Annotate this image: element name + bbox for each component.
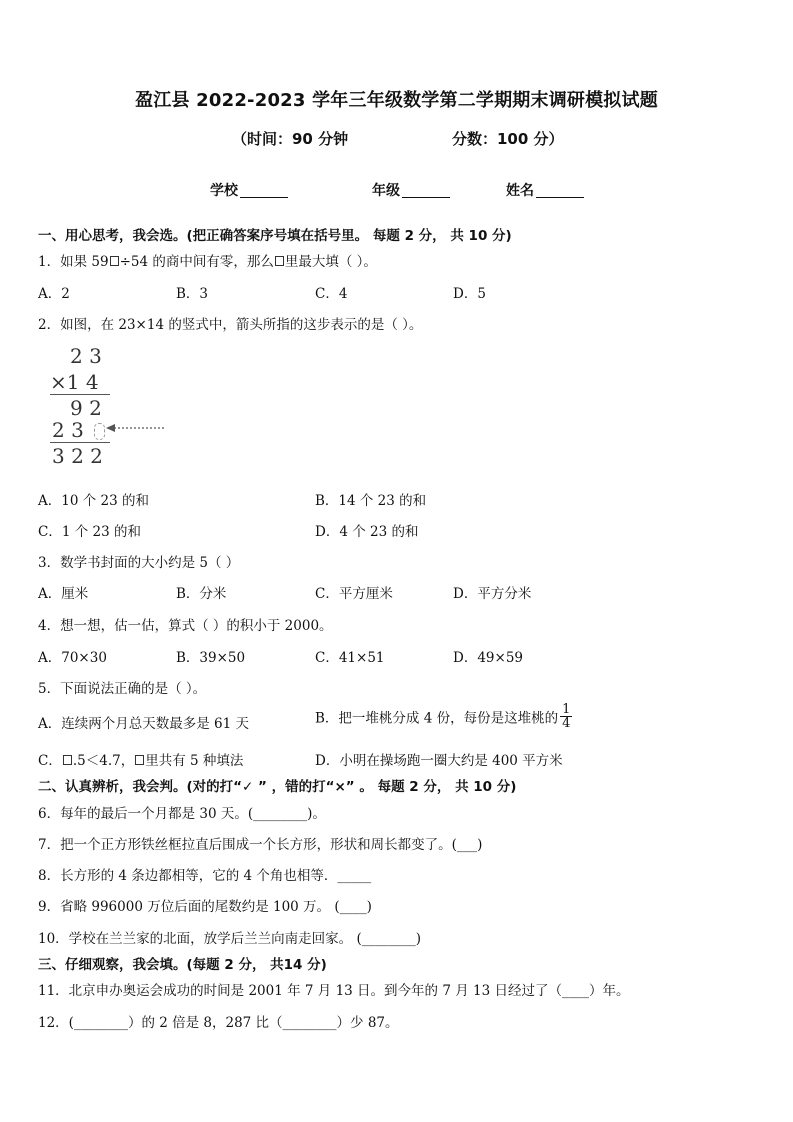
q4-option-a[interactable]: A．70×30 — [38, 650, 107, 666]
grade-blank[interactable] — [402, 183, 450, 198]
q1-text-c: 里最大填（ ）。 — [284, 254, 377, 270]
placeholder-zero-icon — [94, 423, 105, 440]
fraction-numerator: 1 — [562, 702, 571, 717]
exam-time: （时间：90 分钟 — [232, 130, 349, 148]
q2-option-b[interactable]: B．14 个 23 的和 — [315, 493, 427, 509]
grade-label: 年级 — [372, 183, 400, 199]
divider-line — [50, 394, 110, 395]
q5-option-c-mid: .5＜4.7， — [72, 753, 135, 769]
q5-option-a[interactable]: A．连续两个月总天数最多是 61 天 — [38, 716, 250, 732]
q3-option-c[interactable]: C．平方厘米 — [315, 586, 393, 602]
question-2: 2．如图，在 23×14 的竖式中，箭头所指的这步表示的是（ ）。 — [38, 317, 423, 333]
question-11: 11．北京申办奥运会成功的时间是 2001 年 7 月 13 日。到今年的 7 月 13 日经过了（____）年。 — [38, 983, 630, 999]
figure-row-3: 9 2 — [70, 396, 102, 420]
q2-option-c[interactable]: C．1 个 23 的和 — [38, 524, 141, 540]
figure-row-4: 2 3 — [52, 418, 84, 442]
name-field — [506, 180, 584, 200]
q5-option-c[interactable] — [38, 749, 243, 769]
question-8: 8．长方形的 4 条边都相等，它的 4 个角也相等．_____ — [38, 868, 372, 884]
q2-option-d[interactable]: D．4 个 23 的和 — [315, 524, 419, 540]
question-9: 9．省略 996000 万位后面的尾数约是 100 万。 (____) — [38, 899, 372, 915]
q2-option-a[interactable]: A．10 个 23 的和 — [38, 493, 149, 509]
q1-option-b[interactable]: B．3 — [176, 286, 209, 302]
figure-row-5: 3 2 2 — [52, 444, 103, 468]
figure-row-2: ×1 4 — [50, 370, 99, 394]
multiplication-figure — [44, 340, 174, 470]
blank-box-icon — [110, 256, 119, 266]
q1-option-d[interactable]: D．5 — [453, 286, 486, 302]
q5-option-c-suffix: 里共有 5 种填法 — [145, 753, 244, 769]
divider-line — [50, 442, 110, 443]
figure-row-1: 2 3 — [70, 344, 102, 368]
blank-box-icon — [135, 755, 144, 765]
question-6: 6．每年的最后一个月都是 30 天。(________)。 — [38, 806, 326, 822]
q1-option-a[interactable]: A．2 — [38, 286, 70, 302]
grade-field — [372, 180, 450, 200]
question-1 — [38, 250, 377, 270]
q4-option-d[interactable]: D．49×59 — [453, 650, 523, 666]
arrow-left-icon — [106, 422, 166, 434]
question-7: 7．把一个正方形铁丝框拉直后围成一个长方形，形状和周长都变了。(___) — [38, 837, 483, 853]
q3-option-d[interactable]: D．平方分米 — [453, 586, 532, 602]
q5-option-c-prefix: C． — [38, 753, 62, 769]
q5-option-b-text: B．把一堆桃分成 4 份，每份是这堆桃的 — [315, 710, 559, 727]
section-2-heading: 二、认真辨析，我会判。(对的打“✓ ” ，错的打“×” 。 每题 2 分， 共 10 分) — [38, 779, 517, 795]
name-label: 姓名 — [506, 183, 534, 199]
question-12: 12．(________）的 2 倍是 8，287 比（________）少 87。 — [38, 1015, 399, 1031]
q1-text-b: ÷54 的商中间有零，那么 — [119, 254, 274, 270]
q3-option-a[interactable]: A．厘米 — [38, 586, 89, 602]
exam-score: 分数：100 分） — [452, 130, 564, 148]
question-10: 10．学校在兰兰家的北面，放学后兰兰向南走回家。 (________) — [38, 931, 422, 947]
section-3-heading: 三、仔细观察，我会填。(每题 2 分， 共14 分) — [38, 957, 327, 973]
name-blank[interactable] — [536, 183, 584, 198]
q3-option-b[interactable]: B．分米 — [176, 586, 227, 602]
page-title: 盈江县 2022-2023 学年三年级数学第二学期期末调研模拟试题 — [135, 90, 658, 111]
blank-box-icon — [63, 755, 72, 765]
q1-option-c[interactable]: C．4 — [315, 286, 348, 302]
section-1-heading: 一、用心思考，我会选。(把正确答案序号填在括号里。 每题 2 分， 共 10 分) — [38, 228, 512, 244]
fraction-denominator: 4 — [562, 716, 571, 731]
q5-option-b[interactable] — [315, 703, 572, 730]
q1-text-a: 1．如果 59 — [38, 254, 109, 270]
fraction — [560, 703, 572, 730]
school-label: 学校 — [210, 183, 238, 199]
blank-box-icon — [275, 256, 284, 266]
school-blank[interactable] — [240, 183, 288, 198]
school-field — [210, 180, 288, 200]
question-5: 5．下面说法正确的是（ ）。 — [38, 681, 207, 697]
question-4: 4．想一想，估一估，算式（ ）的积小于 2000。 — [38, 618, 333, 634]
question-3: 3．数学书封面的大小约是 5（ ） — [38, 555, 240, 571]
q4-option-c[interactable]: C．41×51 — [315, 650, 385, 666]
q5-option-d[interactable]: D．小明在操场跑一圈大约是 400 平方米 — [315, 753, 563, 769]
q4-option-b[interactable]: B．39×50 — [176, 650, 246, 666]
